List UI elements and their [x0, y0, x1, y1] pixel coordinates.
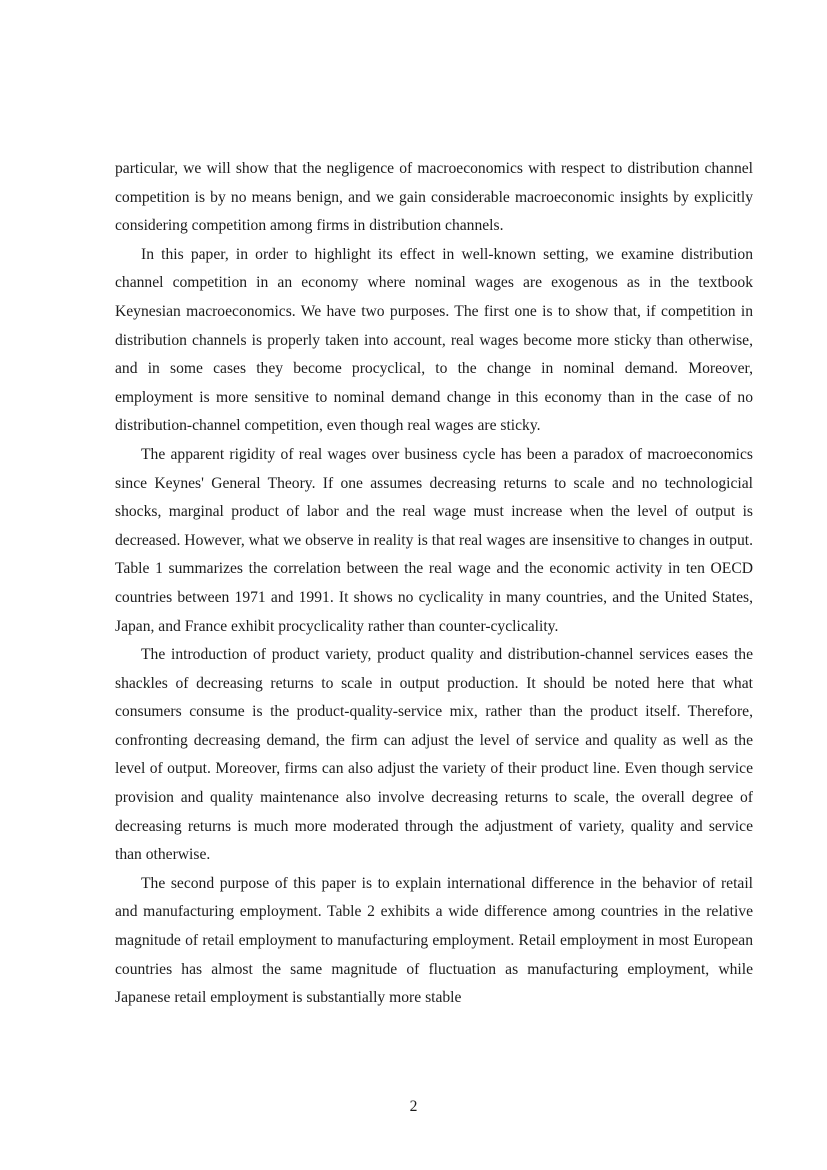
- paragraph-2: In this paper, in order to highlight its effect in well-known setting, we examine distribution channel competition in an economy where nominal wages are exogenous as in the textbook Keynesian macroeconomics. We have two purposes. The first one is to show that, if competition in distribution channels is properly taken into account, real wages become more sticky than otherwise, and in some cases they become procyclical, to the change in nominal demand. Moreover, employment is more sensitive to nominal demand change in this economy than in the case of no distribution-channel competition, even though real wages are sticky.: [115, 245, 753, 435]
- paragraph-1: particular, we will show that the negligence of macroeconomics with respect to distribution channel competition is by no means benign, and we gain considerable macroeconomic insights by explicitly considering competition among firms in distribution channels.: [115, 160, 753, 235]
- paragraph-4: The introduction of product variety, product quality and distribution-channel services eases the shackles of decreasing returns to scale in output production. It should be noted here that what consumers consume is the product-quality-service mix, rather than the product itself. Therefore, confronting decreasing demand, the firm can adjust the level of service and quality as well as the level of output. Moreover, firms can also adjust the variety of their product line. Even though service provision and quality maintenance also involve decreasing returns to scale, the overall degree of decreasing returns is much more moderated through the adjustment of variety, quality and service than otherwise.: [115, 646, 753, 864]
- paragraph-3: The apparent rigidity of real wages over business cycle has been a paradox of macroeconomics since Keynes' General Theory. If one assumes decreasing returns to scale and no technologicial shocks, marginal product of labor and the real wage must increase when the level of output is decreased. However, what we observe in reality is that real wages are insensitive to changes in output. Table 1 summarizes the correlation between the real wage and the economic activity in ten OECD countries between 1971 and 1991. It shows no cyclicality in many countries, and the United States, Japan, and France exhibit procyclicality rather than counter-cyclicality.: [115, 445, 753, 635]
- page-number: 2: [409, 1098, 418, 1115]
- paragraph-5: The second purpose of this paper is to explain international difference in the behavior of retail and manufacturing employment. Table 2 exhibits a wide difference among countries in the relative magnitude of retail employment to manufacturing employment. Retail employment in most European countries has almost the same magnitude of fluctuation as manufacturing employment, while Japanese retail employment is substantially more stable: [115, 874, 753, 1007]
- body-text: [115, 155, 753, 1013]
